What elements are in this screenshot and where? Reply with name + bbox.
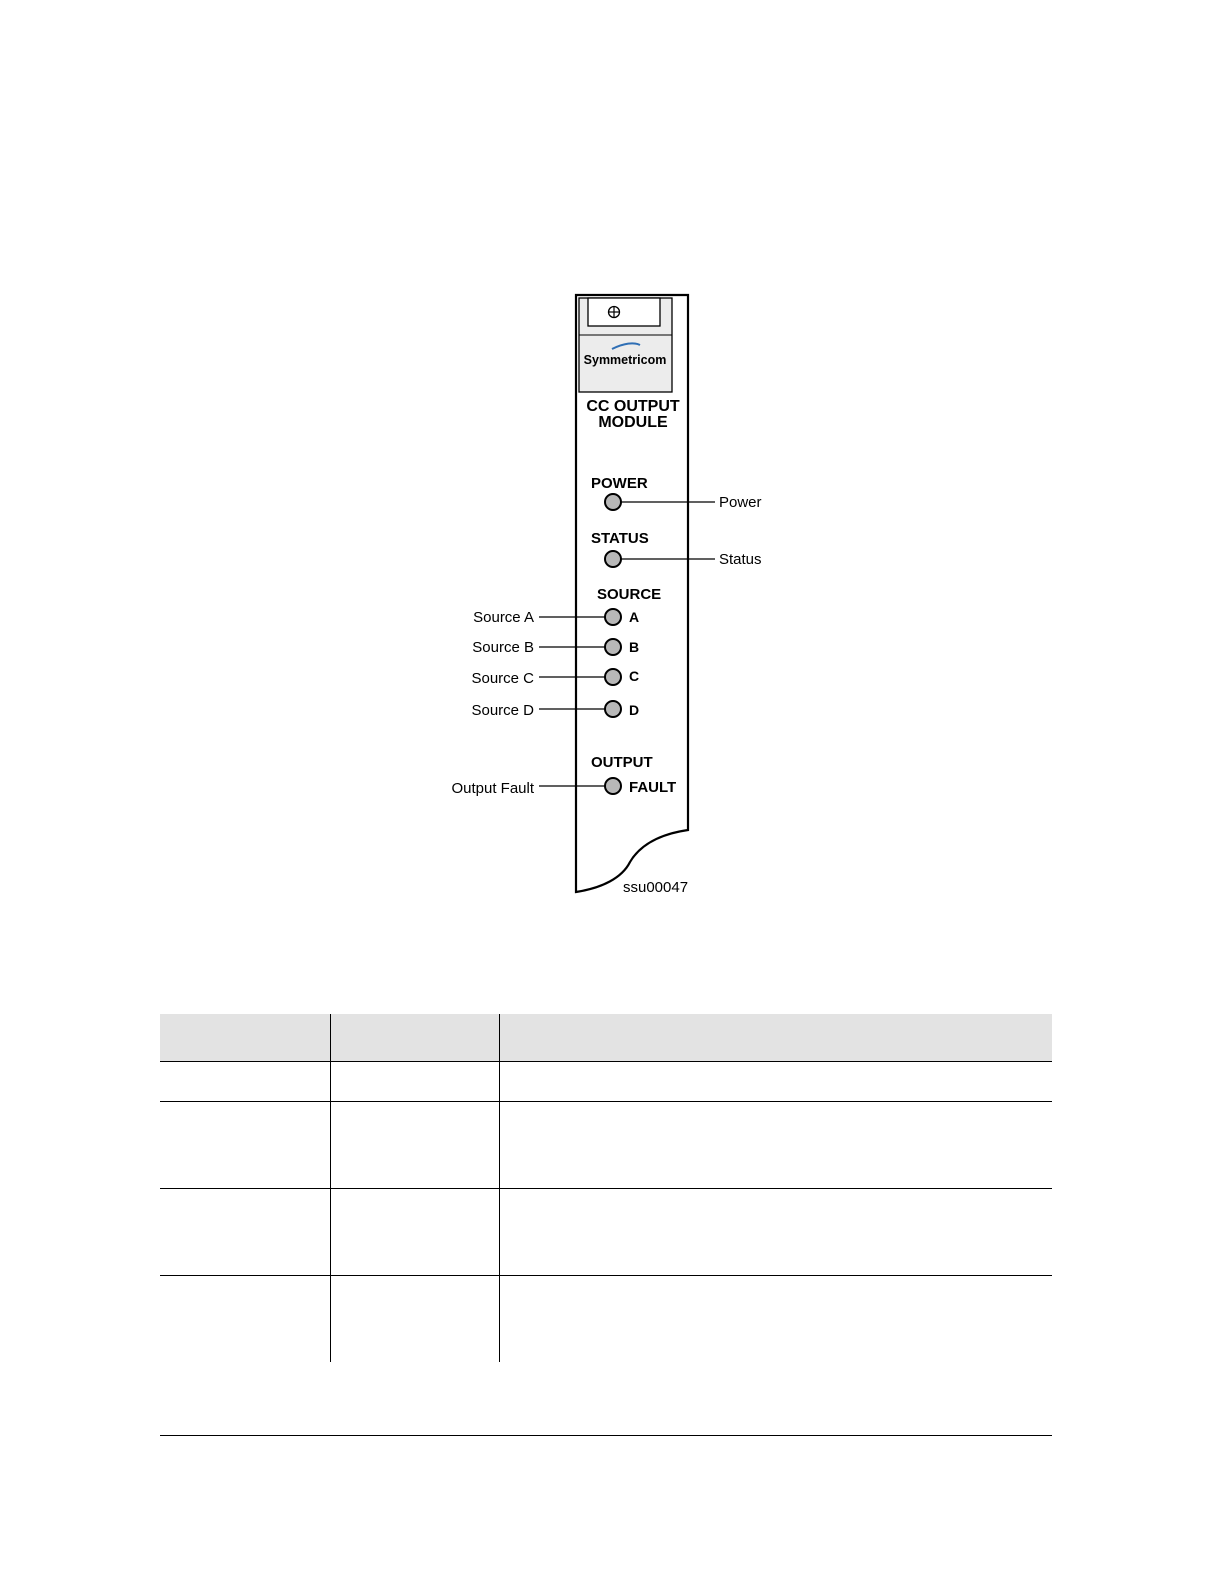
table-cell [499, 1189, 1052, 1276]
power-label: POWER [591, 475, 648, 492]
module-title-line2: MODULE [598, 414, 668, 431]
table-cell [330, 1189, 499, 1276]
table-cell [330, 1062, 499, 1102]
source-d-label: D [629, 702, 640, 718]
led-description-table [160, 1014, 1052, 1362]
source-a-led [605, 609, 621, 625]
table-row [160, 1102, 1052, 1189]
screw-icon [608, 306, 620, 318]
table-header-cell [160, 1014, 330, 1062]
source-b-callout: Source B [472, 639, 534, 656]
source-c-label: C [629, 668, 640, 684]
output-label: OUTPUT [591, 754, 653, 771]
table-cell [499, 1276, 1052, 1363]
footer-divider [160, 1435, 1052, 1436]
source-b-label: B [629, 639, 640, 655]
brand-logo: Symmetricom [583, 353, 667, 367]
fault-label: FAULT [629, 779, 677, 796]
latch-block [588, 298, 660, 326]
source-d-led [605, 701, 621, 717]
source-a-label: A [629, 609, 640, 625]
table-row [160, 1189, 1052, 1276]
source-c-led [605, 669, 621, 685]
table-row [160, 1062, 1052, 1102]
power-led [605, 494, 621, 510]
output-fault-led [605, 778, 621, 794]
table-cell [160, 1062, 330, 1102]
table-header-cell [499, 1014, 1052, 1062]
status-callout: Status [719, 551, 762, 568]
status-label: STATUS [591, 530, 649, 547]
source-a-callout: Source A [473, 609, 534, 626]
table-cell [160, 1189, 330, 1276]
output-fault-callout: Output Fault [451, 780, 534, 797]
module-title-line1: CC OUTPUT [586, 398, 680, 415]
source-c-callout: Source C [471, 670, 534, 687]
status-led [605, 551, 621, 567]
source-b-led [605, 639, 621, 655]
table-header-row [160, 1014, 1052, 1062]
table-row [160, 1276, 1052, 1363]
table-cell [330, 1102, 499, 1189]
table-cell [330, 1276, 499, 1363]
table-cell [160, 1102, 330, 1189]
table-cell [160, 1276, 330, 1363]
table-cell [499, 1062, 1052, 1102]
source-label: SOURCE [597, 586, 662, 603]
table-cell [499, 1102, 1052, 1189]
power-callout: Power [719, 494, 762, 511]
table-header-cell [330, 1014, 499, 1062]
figure-id: ssu00047 [623, 879, 689, 896]
source-d-callout: Source D [471, 702, 534, 719]
